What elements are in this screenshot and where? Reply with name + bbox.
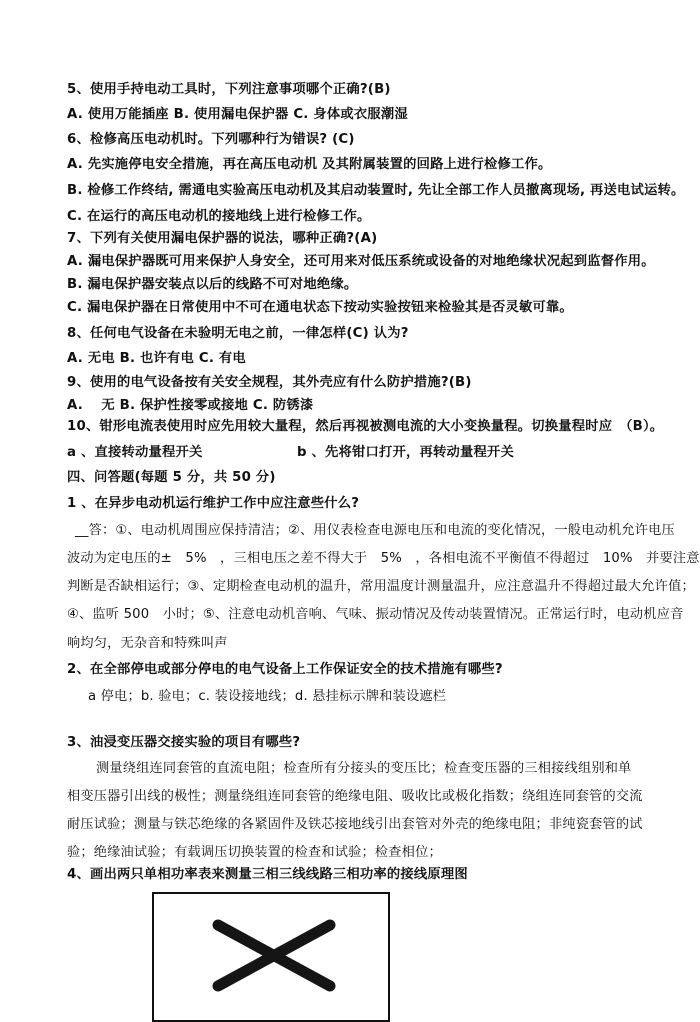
text-line: C. 在运行的高压电动机的接地线上进行检修工作。 (67, 209, 371, 224)
text-line: 2、在全部停电或部分停电的电气设备上工作保证安全的技术措施有哪些? (67, 662, 503, 677)
text-line: 5、使用手持电动工具时，下列注意事项哪个正确?(B) (67, 82, 391, 97)
text-line: 6、检修高压电动机时。下列哪种行为错误? (C) (67, 132, 355, 147)
text-line: A. 漏电保护器既可用来保护人身安全，还可用来对低压系统或设备的对地绝缘状况起到监督作用。 (67, 254, 655, 269)
text-line: 4、画出两只单相功率表来测量三相三线线路三相功率的接线原理图 (67, 867, 468, 882)
text-line: __答：①、电动机周围应保持清洁；②、用仪表检查电源电压和电流的变化情况，一般电动机允许电压 (75, 523, 675, 538)
text-line: 3、油浸变压器交接实验的项目有哪些? (67, 735, 301, 750)
text-line: A. 使用万能插座 B. 使用漏电保护器 C. 身体或衣服潮湿 (67, 107, 408, 122)
text-line: 相变压器引出线的极性；测量绕组连同套管的绝缘电阻、吸收比或极化指数；绕组连同套管的交流 (67, 789, 643, 804)
text-line: 波动为定电压的± 5% ，三相电压之差不得大于 5% ，各相电流不平衡值不得超过 10% 并要注意 (67, 551, 700, 566)
text-line: B. 漏电保护器安装点以后的线路不可对地绝缘。 (67, 277, 358, 292)
text-line: ④、监听 500 小时；⑤、注意电动机音响、气味、振动情况及传动装置情况。正常运行时，电动机应音 (67, 607, 684, 622)
text-line: 测量绕组连同套管的直流电阻；检查所有分接头的变压比；检查变压器的三相接线组别和单 (96, 761, 632, 776)
text-line: 判断是否缺相运行；③、定期检查电动机的温升，常用温度计测量温升，应注意温升不得超过最大允许值； (67, 579, 695, 594)
text-line: A. 无电 B. 也许有电 C. 有电 (67, 351, 246, 366)
text-line: 响均匀，无杂音和特殊叫声 (67, 636, 228, 651)
text-line: B. 检修工作终结, 需通电实验高压电动机及其启动装置时, 先让全部工作人员撤离现场, 再送电试运转。 (67, 183, 685, 198)
text-line: 9、使用的电气设备按有关安全规程，其外壳应有什么防护措施?(B) (67, 375, 472, 390)
text-line: A. 先实施停电安全措施，再在高压电动机 及其附属装置的回路上进行检修工作。 (67, 157, 552, 172)
text-line: C. 漏电保护器在日常使用中不可在通电状态下按动实验按钮来检验其是否灵敏可靠。 (67, 300, 573, 315)
text-line: A. 无 B. 保护性接零或接地 C. 防锈漆 (67, 398, 314, 413)
text-line: 验；绝缘油试验；有载调压切换装置的检查和试验；检查相位； (67, 845, 442, 860)
broken-image-placeholder (152, 892, 390, 1022)
text-line: 7、下列有关使用漏电保护器的说法，哪种正确?(A) (67, 231, 378, 246)
text-line: 8、任何电气设备在未验明无电之前，一律怎样(C) 认为? (67, 326, 409, 341)
text-line: a 停电；b. 验电；c. 装设接地线；d. 悬挂标示牌和装设遮栏 (88, 689, 447, 704)
text-line: 四、问答题(每题 5 分，共 50 分) (67, 470, 276, 485)
text-line: 1 、在异步电动机运行维护工作中应注意些什么? (67, 496, 360, 511)
broken-image-x-icon (154, 894, 388, 1020)
text-line: 10、钳形电流表使用时应先用较大量程，然后再视被测电流的大小变换量程。切换量程时应 （B）。 (67, 419, 664, 434)
text-line: 耐压试验；测量与铁芯绝缘的各紧固件及铁芯接地线引出套管对外壳的绝缘电阻；非纯瓷套管的试 (67, 817, 643, 832)
text-line: a 、直接转动量程开关 b 、先将钳口打开，再转动量程开关 (67, 445, 514, 460)
